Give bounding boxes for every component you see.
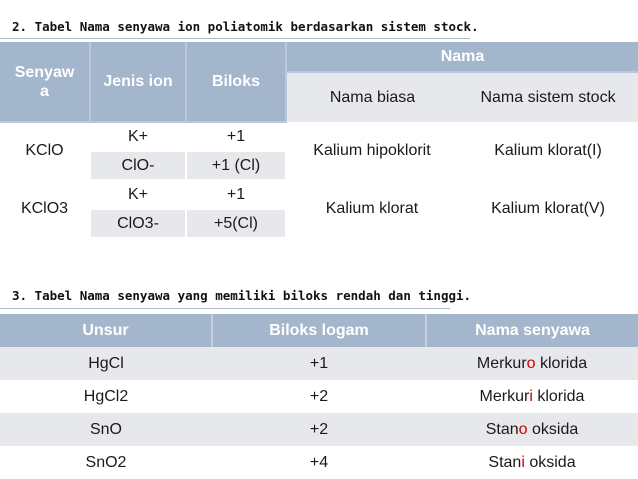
name-suffix-highlight: i xyxy=(521,453,525,471)
cell-biloks: +1 xyxy=(186,180,286,209)
cell-ion: ClO- xyxy=(90,151,186,180)
cell-biloks: +5(Cl) xyxy=(186,209,286,238)
poliatomik-table xyxy=(0,42,638,239)
cell-biloks: +1 (Cl) xyxy=(186,151,286,180)
caption2-underline xyxy=(0,308,450,309)
cell-senyawa: KClO xyxy=(0,122,90,180)
header-nama-biasa: Nama biasa xyxy=(286,72,458,122)
header-nama: Nama xyxy=(286,42,638,72)
cell-nama-sistem-stock: Kalium klorat(I) xyxy=(458,122,638,180)
cell-nama-senyawa xyxy=(426,413,638,446)
name-rest: oksida xyxy=(524,453,576,471)
header-senyawa: Senyaw a xyxy=(0,42,90,122)
cell-biloks: +4 xyxy=(309,453,329,471)
cell-unsur: SnO2 xyxy=(85,453,127,471)
table1-caption: 2. Tabel Nama senyawa ion poliatomik berdasarkan sistem stock. xyxy=(12,19,479,34)
header-biloks-logam: Biloks logam xyxy=(212,314,426,347)
cell-nama-senyawa xyxy=(426,380,638,413)
cell-nama-senyawa xyxy=(426,347,638,380)
cell-ion: ClO3- xyxy=(90,209,186,238)
biloks-table xyxy=(0,314,638,479)
table2-caption: 3. Tabel Nama senyawa yang memiliki biloks rendah dan tinggi. xyxy=(12,288,472,303)
cell-senyawa: KClO3 xyxy=(0,180,90,238)
cell-biloks: +2 xyxy=(309,420,329,438)
name-stem: Stan xyxy=(485,420,519,438)
cell-biloks: +2 xyxy=(309,387,329,405)
cell-nama-sistem-stock: Kalium klorat(V) xyxy=(458,180,638,238)
table-row xyxy=(0,380,638,413)
caption1-underline xyxy=(0,38,470,39)
cell-nama-biasa: Kalium hipoklorit xyxy=(286,122,458,180)
cell-nama-senyawa xyxy=(426,446,638,479)
header-jenis-ion: Jenis ion xyxy=(90,42,186,122)
cell-unsur: HgCl2 xyxy=(83,387,129,405)
name-stem: Merkur xyxy=(479,387,530,405)
name-rest: oksida xyxy=(527,420,579,438)
cell-unsur: HgCl xyxy=(88,354,124,372)
name-stem: Merkur xyxy=(476,354,527,372)
header-nama-sistem-stock: Nama sistem stock xyxy=(458,72,638,122)
table-row xyxy=(0,413,638,446)
name-suffix-highlight: i xyxy=(529,387,533,405)
header-nama-senyawa: Nama senyawa xyxy=(426,314,638,347)
cell-biloks: +1 xyxy=(309,354,329,372)
cell-nama-biasa: Kalium klorat xyxy=(286,180,458,238)
header-unsur: Unsur xyxy=(0,314,212,347)
name-rest: klorida xyxy=(532,387,585,405)
cell-unsur: SnO xyxy=(89,420,122,438)
header-biloks: Biloks xyxy=(186,42,286,122)
name-suffix-highlight: o xyxy=(518,420,528,438)
name-suffix-highlight: o xyxy=(526,354,536,372)
cell-biloks: +1 xyxy=(186,122,286,151)
name-stem: Stan xyxy=(488,453,522,471)
name-rest: klorida xyxy=(535,354,588,372)
table-row xyxy=(0,347,638,380)
table-row xyxy=(0,446,638,479)
cell-ion: K+ xyxy=(90,180,186,209)
cell-ion: K+ xyxy=(90,122,186,151)
